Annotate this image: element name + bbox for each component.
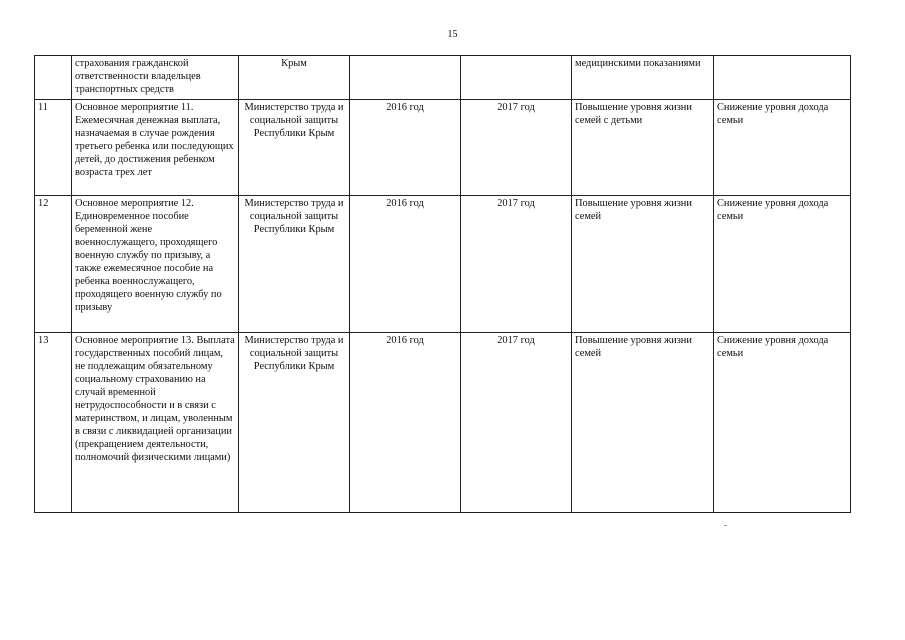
start-year bbox=[350, 56, 461, 100]
measures-table bbox=[34, 55, 851, 513]
table-row bbox=[35, 100, 851, 196]
row-number: 11 bbox=[35, 100, 72, 196]
start-year: 2016 год bbox=[350, 100, 461, 196]
start-year: 2016 год bbox=[350, 333, 461, 513]
event-name: Основное мероприятие 13. Выплата государственных пособий лицам, не подлежащим обязательному социальному страхованию на случай временной нетрудоспособности и в связи с материнством, и лицам, уволенным в связи с ликвидацией организации (прекращением деятельности, полномочий физическими лицами) bbox=[72, 333, 239, 513]
expected-result: Повышение уровня жизни семей bbox=[572, 333, 714, 513]
consequence: Снижение уровня дохода семьи bbox=[714, 100, 851, 196]
row-number: 12 bbox=[35, 196, 72, 333]
event-name: Основное мероприятие 11. Ежемесячная денежная выплата, назначаемая в случае рождения третьего ребенка или последующих детей, до достижения ребенком возраста трех лет bbox=[72, 100, 239, 196]
expected-result: Повышение уровня жизни семей с детьми bbox=[572, 100, 714, 196]
scan-mark bbox=[724, 525, 727, 526]
expected-result: медицинскими показаниями bbox=[572, 56, 714, 100]
table-row bbox=[35, 196, 851, 333]
start-year: 2016 год bbox=[350, 196, 461, 333]
end-year: 2017 год bbox=[461, 196, 572, 333]
end-year: 2017 год bbox=[461, 333, 572, 513]
consequence: Снижение уровня дохода семьи bbox=[714, 333, 851, 513]
row-number: 13 bbox=[35, 333, 72, 513]
executor: Министерство труда и социальной защиты Республики Крым bbox=[239, 196, 350, 333]
consequence bbox=[714, 56, 851, 100]
page-number: 15 bbox=[447, 29, 458, 40]
event-name: Основное мероприятие 12. Единовременное пособие беременной жене военнослужащего, проходящего военную службу по призыву, а также ежемесячное пособие на ребенка военнослужащего, проходящего военную службу по призыву bbox=[72, 196, 239, 333]
end-year bbox=[461, 56, 572, 100]
executor: Крым bbox=[239, 56, 350, 100]
table-row bbox=[35, 333, 851, 513]
event-name: страхования гражданской ответственности владельцев транспортных средств bbox=[72, 56, 239, 100]
table-row bbox=[35, 56, 851, 100]
row-number bbox=[35, 56, 72, 100]
expected-result: Повышение уровня жизни семей bbox=[572, 196, 714, 333]
executor: Министерство труда и социальной защиты Республики Крым bbox=[239, 100, 350, 196]
executor: Министерство труда и социальной защиты Республики Крым bbox=[239, 333, 350, 513]
consequence: Снижение уровня дохода семьи bbox=[714, 196, 851, 333]
end-year: 2017 год bbox=[461, 100, 572, 196]
